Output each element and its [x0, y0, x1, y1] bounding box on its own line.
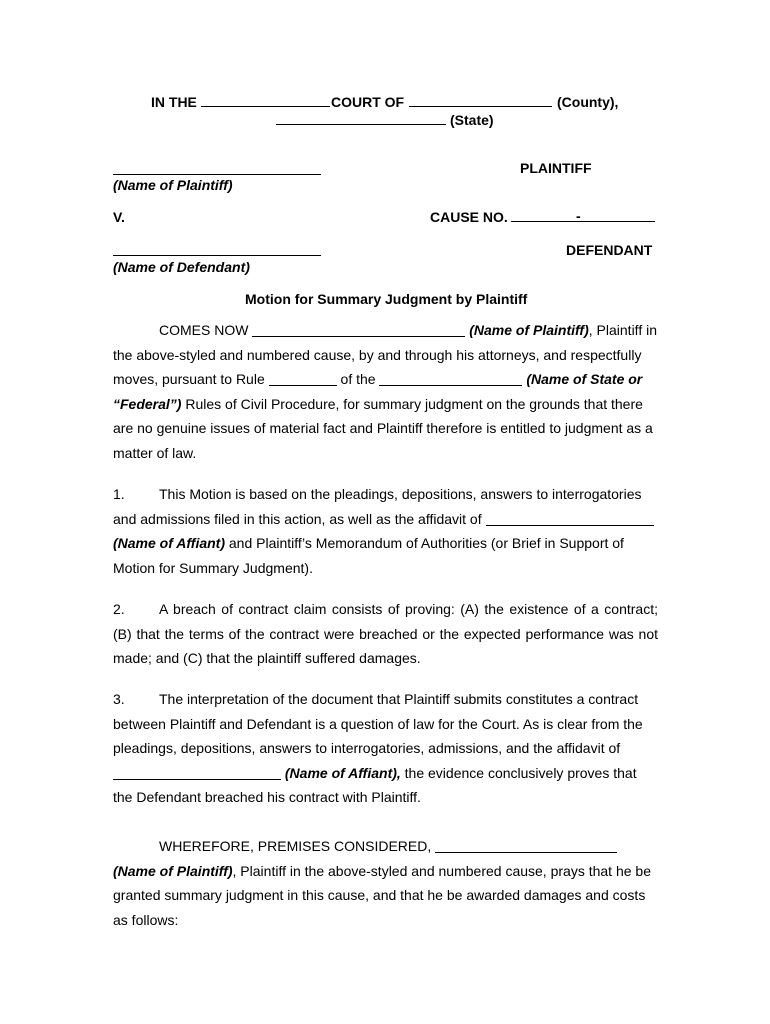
plaintiff-name-label: (Name of Plaintiff): [113, 177, 233, 193]
cause-no-separator: -: [576, 208, 581, 224]
affiant-label-3: (Name of Affiant),: [284, 764, 401, 781]
paragraph-1: [113, 482, 658, 580]
court-name-blank: [201, 106, 330, 107]
affiant-label-1: (Name of Affiant): [113, 535, 225, 552]
plaintiff-blank-intro: [252, 322, 465, 337]
state-federal-blank: [379, 371, 522, 386]
defendant-name-blank: [113, 255, 321, 256]
intro-paragraph: [113, 318, 658, 466]
defendant-heading: DEFENDANT: [566, 242, 653, 258]
paragraph-3-text-1: The interpretation of the document that Plaintiff submits constitutes a contract between Plaintiff and Defendant is a question of law for the Court. As is clear from the pleadings, depositions, answers to interrogatories, admissions, and the affidavit of: [113, 691, 643, 757]
plaintiff-heading: PLAINTIFF: [520, 160, 592, 176]
intro-text-1: , Plaintiff in the above-styled and numbered cause, by and through his attorneys, and respectfully moves, pursuant to Rule: [113, 322, 657, 388]
cause-no-label: CAUSE NO.: [430, 209, 508, 225]
caption-court-of: COURT OF: [331, 94, 405, 110]
plaintiff-name-intro: (Name of Plaintiff): [469, 322, 589, 338]
paragraph-2: [113, 597, 658, 671]
caption-county: (County),: [557, 94, 619, 110]
versus-label: V.: [113, 209, 125, 225]
wherefore-text-1: WHEREFORE, PREMISES CONSIDERED,: [159, 838, 432, 854]
defendant-name-label: (Name of Defendant): [113, 259, 250, 275]
paragraph-2-text: A breach of contract claim consists of proving: (A) the existence of a contract; (B) that the terms of the contract were breached or the expected performance was not made; and (C) that the plaintiff suffered damages.: [113, 601, 658, 667]
rule-blank: [269, 371, 337, 386]
paragraph-3-number: 3.: [113, 691, 125, 707]
cause-no-blank: [511, 221, 655, 222]
caption-state: (State): [450, 112, 494, 128]
plaintiff-name-wherefore: (Name of Plaintiff): [113, 862, 233, 879]
affiant-blank-3: [113, 765, 281, 780]
wherefore-text-2: , Plaintiff in the above-styled and numbered cause, prays that he be granted summary judgment in this cause, and that he be awarded damages and costs as follows:: [113, 862, 651, 928]
intro-text-2: of the: [340, 371, 376, 388]
state-blank: [276, 124, 446, 125]
affiant-blank-1: [486, 511, 654, 526]
plaintiff-blank-wherefore: [435, 838, 617, 853]
wherefore-paragraph: [113, 834, 658, 932]
paragraph-3-text-2: the evidence conclusively proves that the Defendant breached his contract with Plaintiff.: [113, 764, 637, 806]
paragraph-2-number: 2.: [113, 601, 125, 617]
paragraph-3: [113, 687, 658, 810]
caption-in-the: IN THE: [151, 94, 197, 110]
paragraph-1-text-2: and Plaintiff’s Memorandum of Authorities (or Brief in Support of Motion for Summary Judgment).: [113, 535, 624, 576]
intro-text-3: Rules of Civil Procedure, for summary judgment on the grounds that there are no genuine issues of material fact and Plaintiff therefore is entitled to judgment as a matter of law.: [113, 395, 653, 461]
paragraph-1-text-1: This Motion is based on the pleadings, depositions, answers to interrogatories and admissions filed in this action, as well as the affidavit of: [113, 486, 642, 527]
plaintiff-name-blank: [113, 174, 321, 175]
state-or-federal-label: (Name of State or “Federal”): [113, 371, 643, 412]
document-title: Motion for Summary Judgment by Plaintiff: [245, 291, 528, 307]
paragraph-1-number: 1.: [113, 486, 125, 502]
comes-now-text: COMES NOW: [159, 322, 249, 338]
county-blank: [409, 106, 552, 107]
